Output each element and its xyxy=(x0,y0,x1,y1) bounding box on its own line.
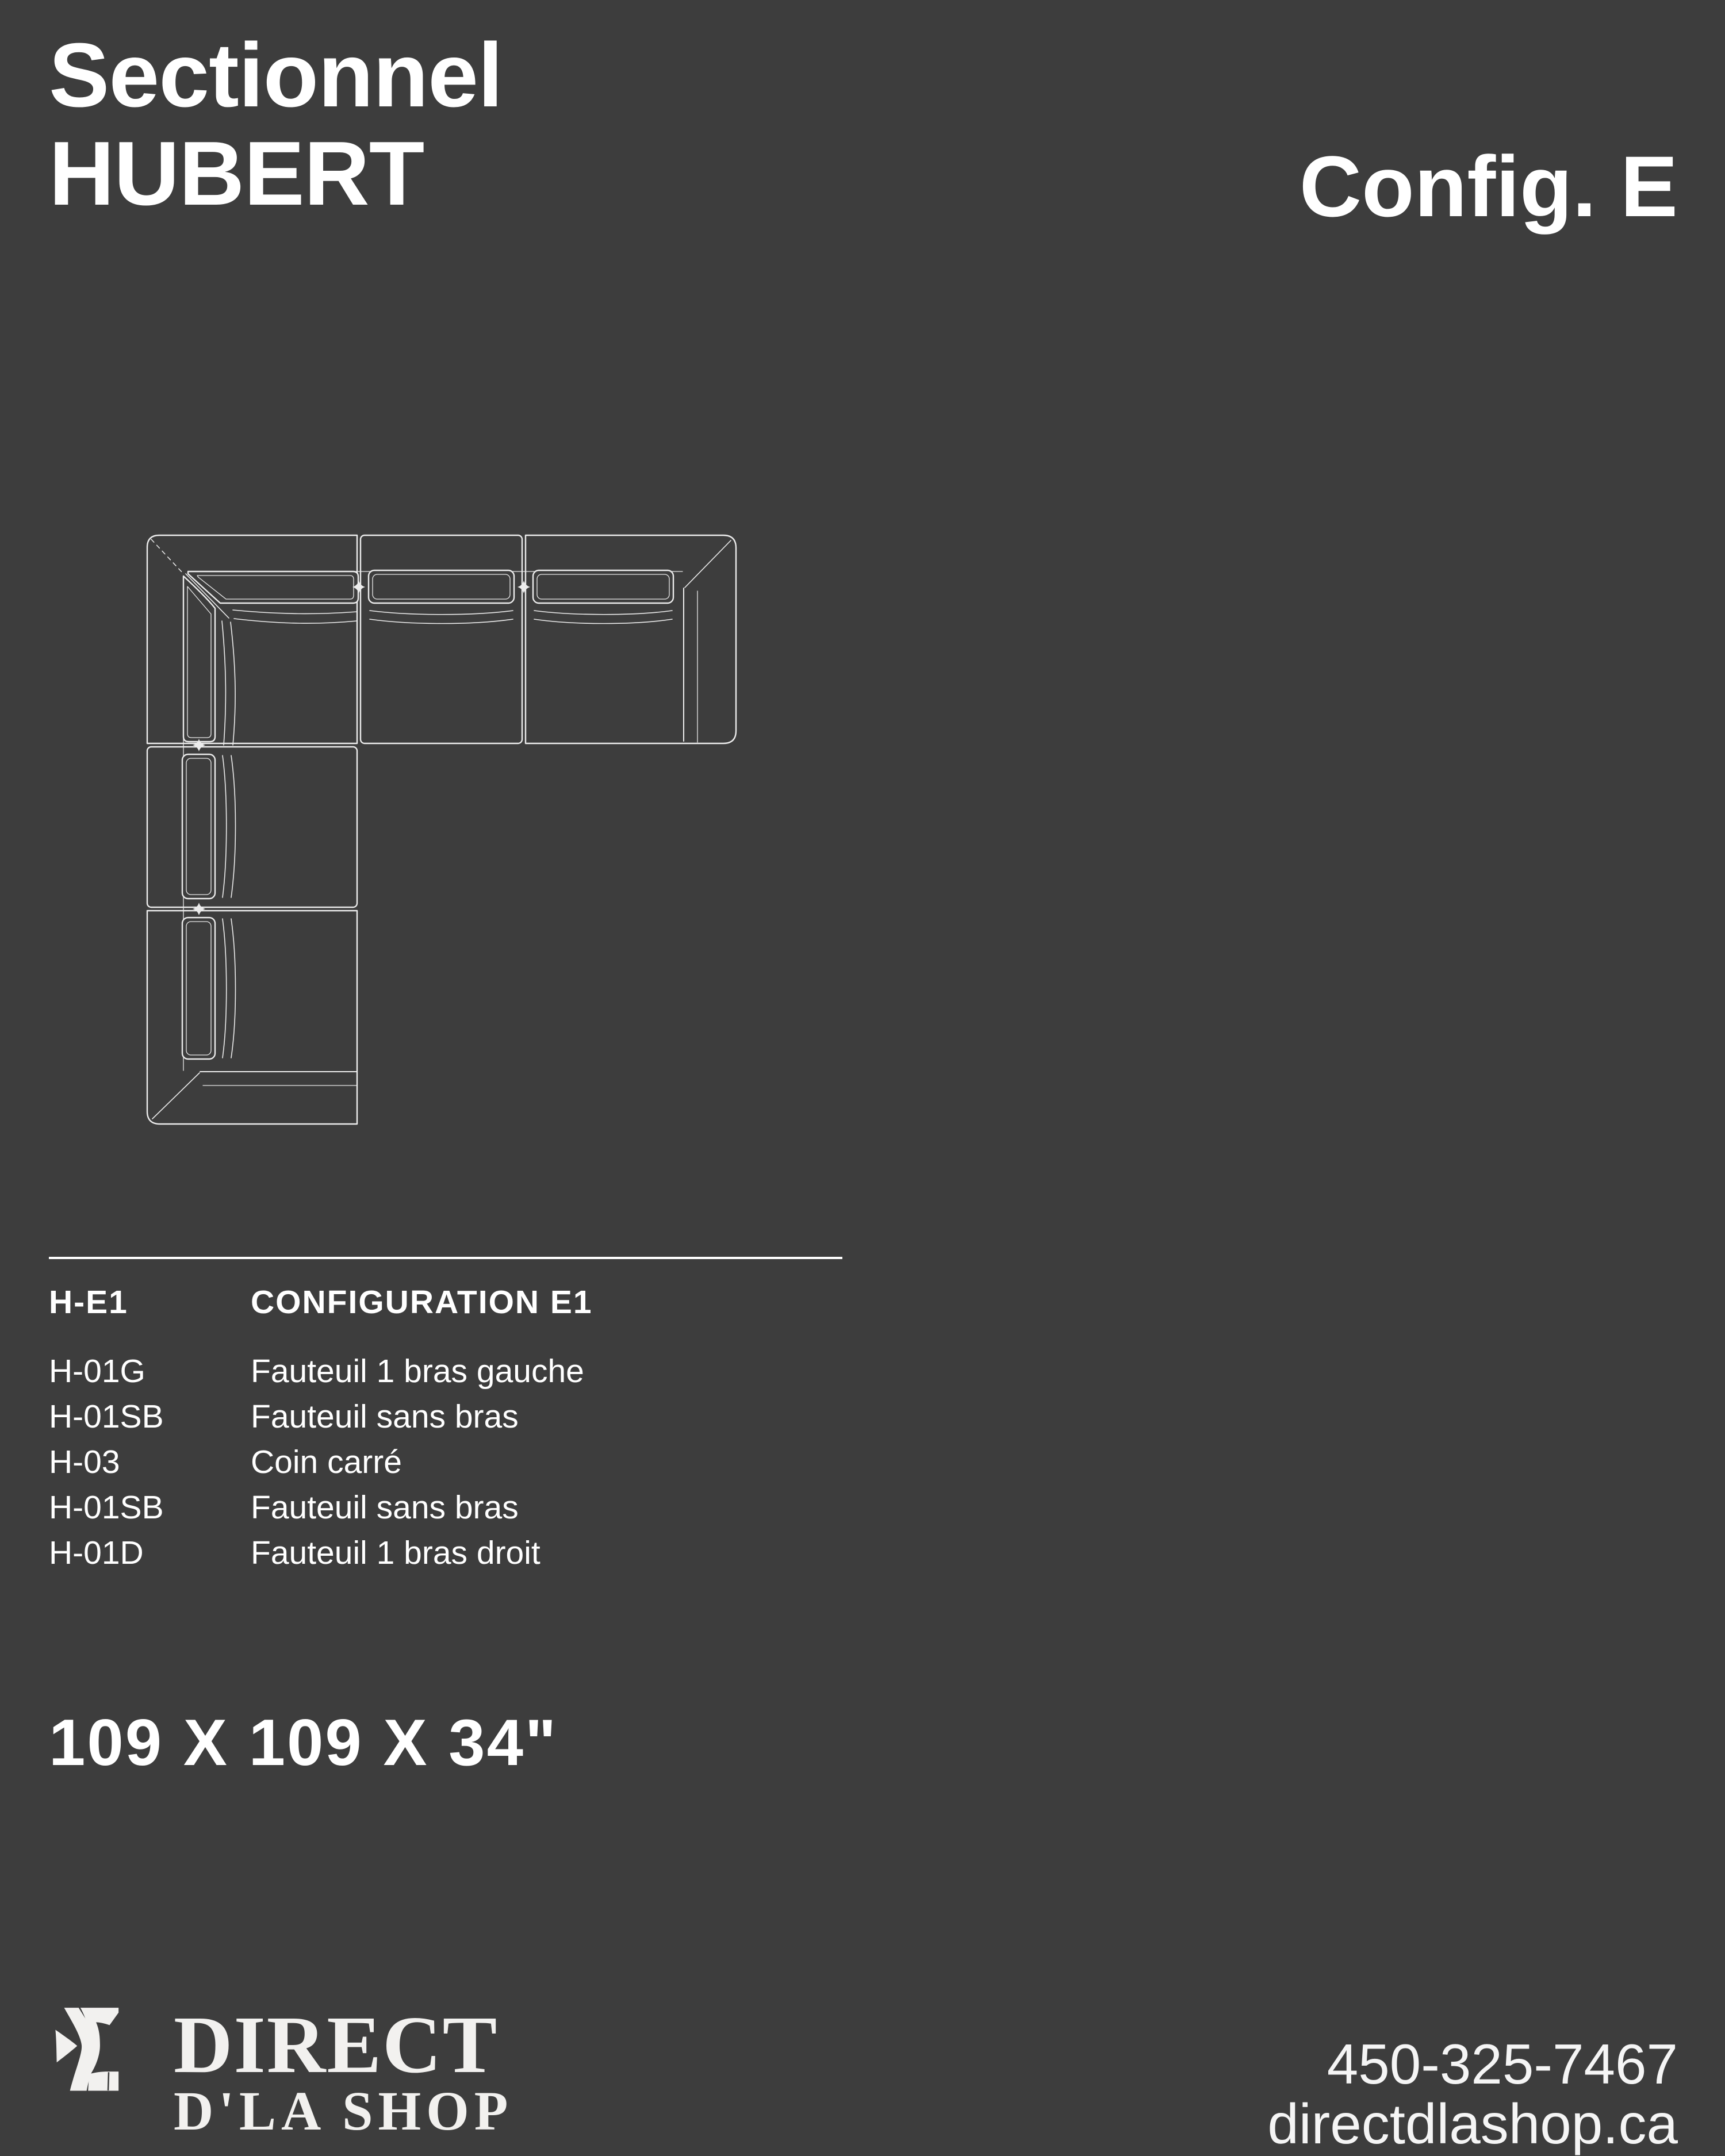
corner-module-outline xyxy=(147,535,357,743)
overall-dimensions: 109 X 109 X 34" xyxy=(49,1706,558,1779)
armless-module-left-outline xyxy=(147,747,357,907)
brand-name: DIRECT xyxy=(174,1999,499,2090)
cushion-junction-sparkles xyxy=(193,581,530,915)
part-code: H-01G xyxy=(49,1353,145,1390)
website-url: directdlashop.ca xyxy=(1267,2092,1678,2155)
bottom-arm-miter xyxy=(152,1073,200,1119)
parts-table xyxy=(49,1352,1026,1579)
right-arm-miter xyxy=(685,540,731,588)
part-code: H-01SB xyxy=(49,1398,164,1435)
part-name: Fauteuil 1 bras droit xyxy=(251,1534,540,1571)
section-divider-rule xyxy=(49,1257,842,1259)
table-row xyxy=(49,1352,1026,1398)
part-code: H-01D xyxy=(49,1534,144,1571)
right-arm-module-outline xyxy=(526,535,736,743)
title-line-1: Sectionnel xyxy=(49,25,503,126)
contact-block xyxy=(1267,2034,1678,2154)
corner-dashed-diagonal xyxy=(151,539,183,574)
part-code: H-01SB xyxy=(49,1489,164,1526)
part-name: Fauteuil 1 bras gauche xyxy=(251,1353,584,1390)
parts-table-header xyxy=(49,1283,911,1321)
brand-chevron-icon xyxy=(46,2007,168,2120)
page-title xyxy=(49,26,503,222)
table-row xyxy=(49,1443,1026,1489)
table-row xyxy=(49,1489,1026,1534)
part-name: Coin carré xyxy=(251,1444,402,1480)
left-arm-module-outline xyxy=(147,911,357,1124)
table-row xyxy=(49,1534,1026,1579)
sectional-top-view-diagram xyxy=(145,534,738,1126)
part-name: Fauteuil sans bras xyxy=(251,1489,519,1526)
phone-number: 450-325-7467 xyxy=(1327,2032,1678,2096)
brand-subname: D'LA SHOP xyxy=(174,2080,513,2142)
config-label: Config. E xyxy=(1299,138,1678,235)
part-code: H-03 xyxy=(49,1444,120,1480)
table-row xyxy=(49,1398,1026,1443)
title-line-2: HUBERT xyxy=(49,122,424,224)
part-name: Fauteuil sans bras xyxy=(251,1398,519,1435)
armless-module-top-outline xyxy=(361,535,522,743)
parts-header-name: CONFIGURATION E1 xyxy=(251,1284,593,1321)
parts-header-code: H-E1 xyxy=(49,1284,128,1321)
